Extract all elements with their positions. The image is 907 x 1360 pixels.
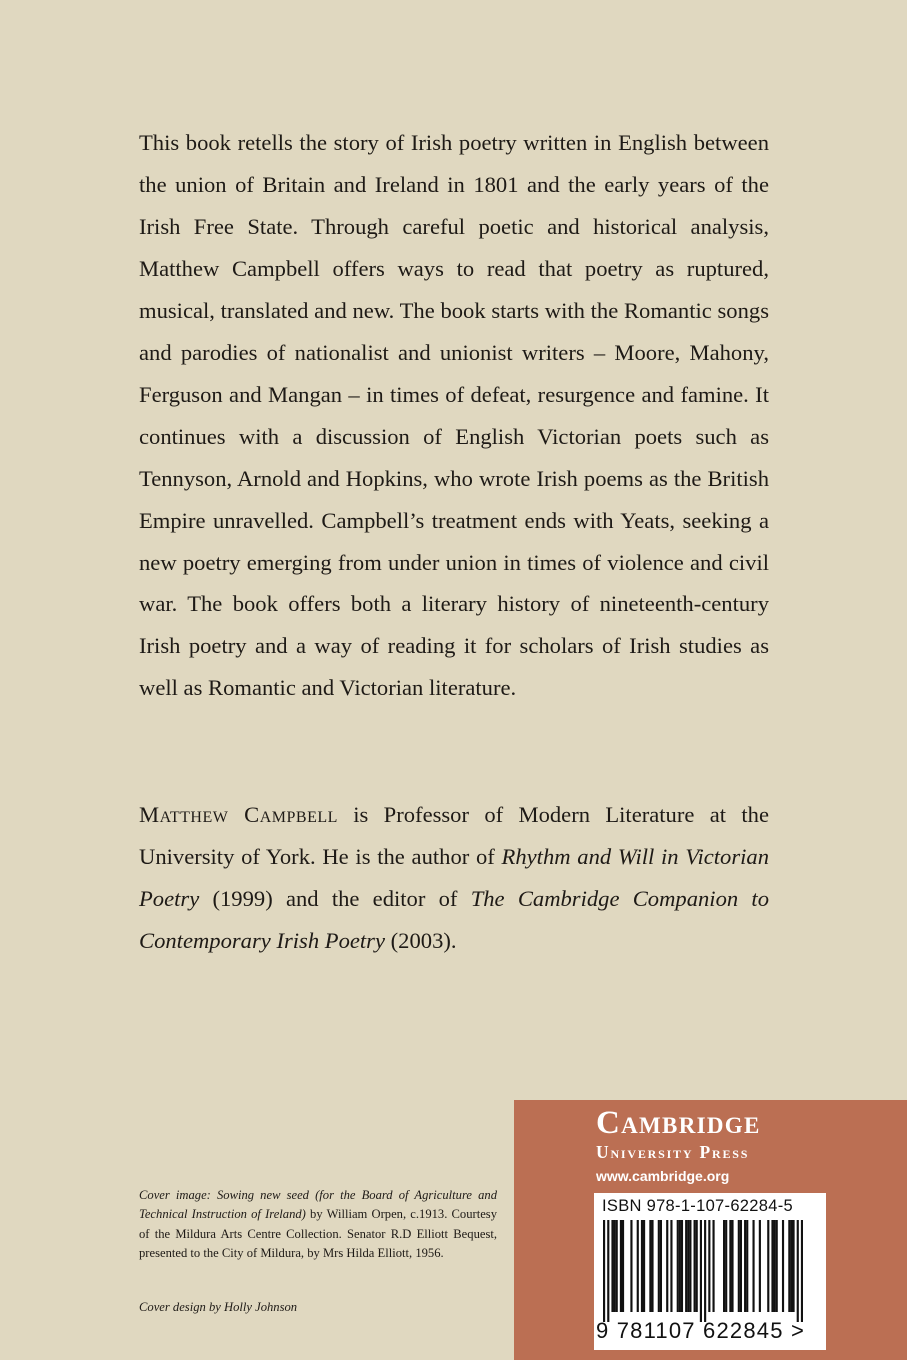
publisher-name: Cambridge <box>596 1105 761 1141</box>
barcode-bar <box>723 1220 725 1312</box>
barcode-bar <box>771 1220 773 1312</box>
barcode-bar <box>725 1220 727 1312</box>
barcode-bar <box>620 1220 622 1312</box>
publisher-url: www.cambridge.org <box>596 1168 730 1184</box>
book-title-1: Rhythm and Will in Victorian Poetry <box>139 843 769 911</box>
barcode-bar <box>614 1220 616 1312</box>
barcode-bar <box>685 1220 687 1312</box>
book-title-2: The Cambridge Companion to Contemporary Irish Poetry <box>139 885 770 953</box>
barcode-bar <box>637 1220 639 1312</box>
barcode-bar <box>788 1220 790 1312</box>
artwork-title: Sowing new seed (for the Board of Agriculture and Technical Instruction of Ireland) <box>139 1188 497 1222</box>
barcode-bar <box>731 1220 733 1312</box>
barcode-bar <box>759 1220 761 1312</box>
bio-text-2: (1999) and the editor of <box>199 885 471 911</box>
publisher-panel <box>514 1100 907 1360</box>
barcode-bar <box>681 1220 683 1312</box>
barcode-bar <box>643 1220 645 1312</box>
barcode-image <box>603 1220 803 1322</box>
barcode-bar <box>641 1220 643 1312</box>
barcode-bar <box>649 1220 651 1312</box>
barcode-bar <box>782 1220 784 1312</box>
barcode-bar <box>740 1220 742 1312</box>
barcode-bar <box>670 1220 672 1312</box>
barcode-bar <box>738 1220 740 1312</box>
blurb-paragraph: This book retells the story of Irish poetry written in English between the union of Britain and Ireland in 1801 and the early years of the Irish Free State. Through careful poetic and historical analysis, Matthew Campbell offers ways to read that poetry as ruptured, musical, translated and new. The book starts with the Romantic songs and parodies of nationalist and unionist writers – Moore, Mahony, Ferguson and Mangan – in times of defeat, resurgence and famine. It continues with a discussion of English Victorian poets such as Tennyson, Arnold and Hopkins, who wrote Irish poems as the British Empire unravelled. Campbell’s treatment ends with Yeats, seeking a new poetry emerging from under union in times of violence and civil war. The book offers both a literary history of nineteenth-century Irish poetry and a way of reading it for scholars of Irish studies as well as Romantic and Victorian literature. <box>139 130 769 701</box>
barcode-bar <box>660 1220 662 1312</box>
barcode-bar <box>679 1220 681 1312</box>
isbn-label: ISBN 978-1-107-62284-5 <box>602 1197 793 1215</box>
barcode-bar <box>729 1220 731 1312</box>
barcode-bar <box>696 1220 698 1312</box>
barcode-bar <box>603 1220 605 1322</box>
barcode-bar <box>630 1220 632 1312</box>
author-name: Matthew Campbell <box>139 802 338 827</box>
barcode-bar <box>774 1220 776 1312</box>
barcode-bar <box>792 1220 794 1312</box>
barcode-bar <box>677 1220 679 1312</box>
barcode-bar <box>687 1220 689 1312</box>
barcode-bar <box>651 1220 653 1312</box>
barcode-bar <box>611 1220 613 1312</box>
barcode-bar <box>622 1220 624 1312</box>
barcode-bar <box>767 1220 769 1312</box>
bio-text-3: (2003). <box>385 927 457 953</box>
barcode-bar <box>704 1220 706 1322</box>
publisher-subname: University Press <box>596 1142 750 1162</box>
barcode-bar <box>712 1220 714 1312</box>
barcode-bar <box>752 1220 754 1312</box>
barcode-bar <box>708 1220 710 1312</box>
barcode-bar <box>801 1220 803 1322</box>
barcode-bar <box>797 1220 799 1322</box>
barcode-bar <box>744 1220 746 1312</box>
cover-design-credit: Cover design by Holly Johnson <box>139 1300 298 1314</box>
barcode-bar <box>700 1220 702 1322</box>
barcode-bar <box>746 1220 748 1312</box>
barcode-bar <box>616 1220 618 1312</box>
ean-digits: 9 781107 622845 > <box>596 1318 806 1343</box>
author-bio <box>139 794 769 962</box>
credit-details: by William Orpen, c.1913. Courtesy of the Mildura Arts Centre Collection. Senator R.D Elliott Bequest, presented to the City of Mildura, by Mrs Hilda Elliott, 1956. <box>139 1207 497 1260</box>
barcode-bar <box>666 1220 668 1312</box>
barcode-bar <box>658 1220 660 1312</box>
credit-label: Cover image: <box>139 1188 217 1202</box>
bio-text-1: is Professor of Modern Literature at the University of York. He is the author of <box>139 802 769 869</box>
barcode-box <box>594 1193 826 1350</box>
cover-image-credit <box>139 1186 497 1263</box>
barcode-bar <box>607 1220 609 1322</box>
barcode-bar <box>689 1220 691 1312</box>
barcode-bar <box>790 1220 792 1312</box>
barcode-bar <box>694 1220 696 1312</box>
barcode-bar <box>776 1220 778 1312</box>
